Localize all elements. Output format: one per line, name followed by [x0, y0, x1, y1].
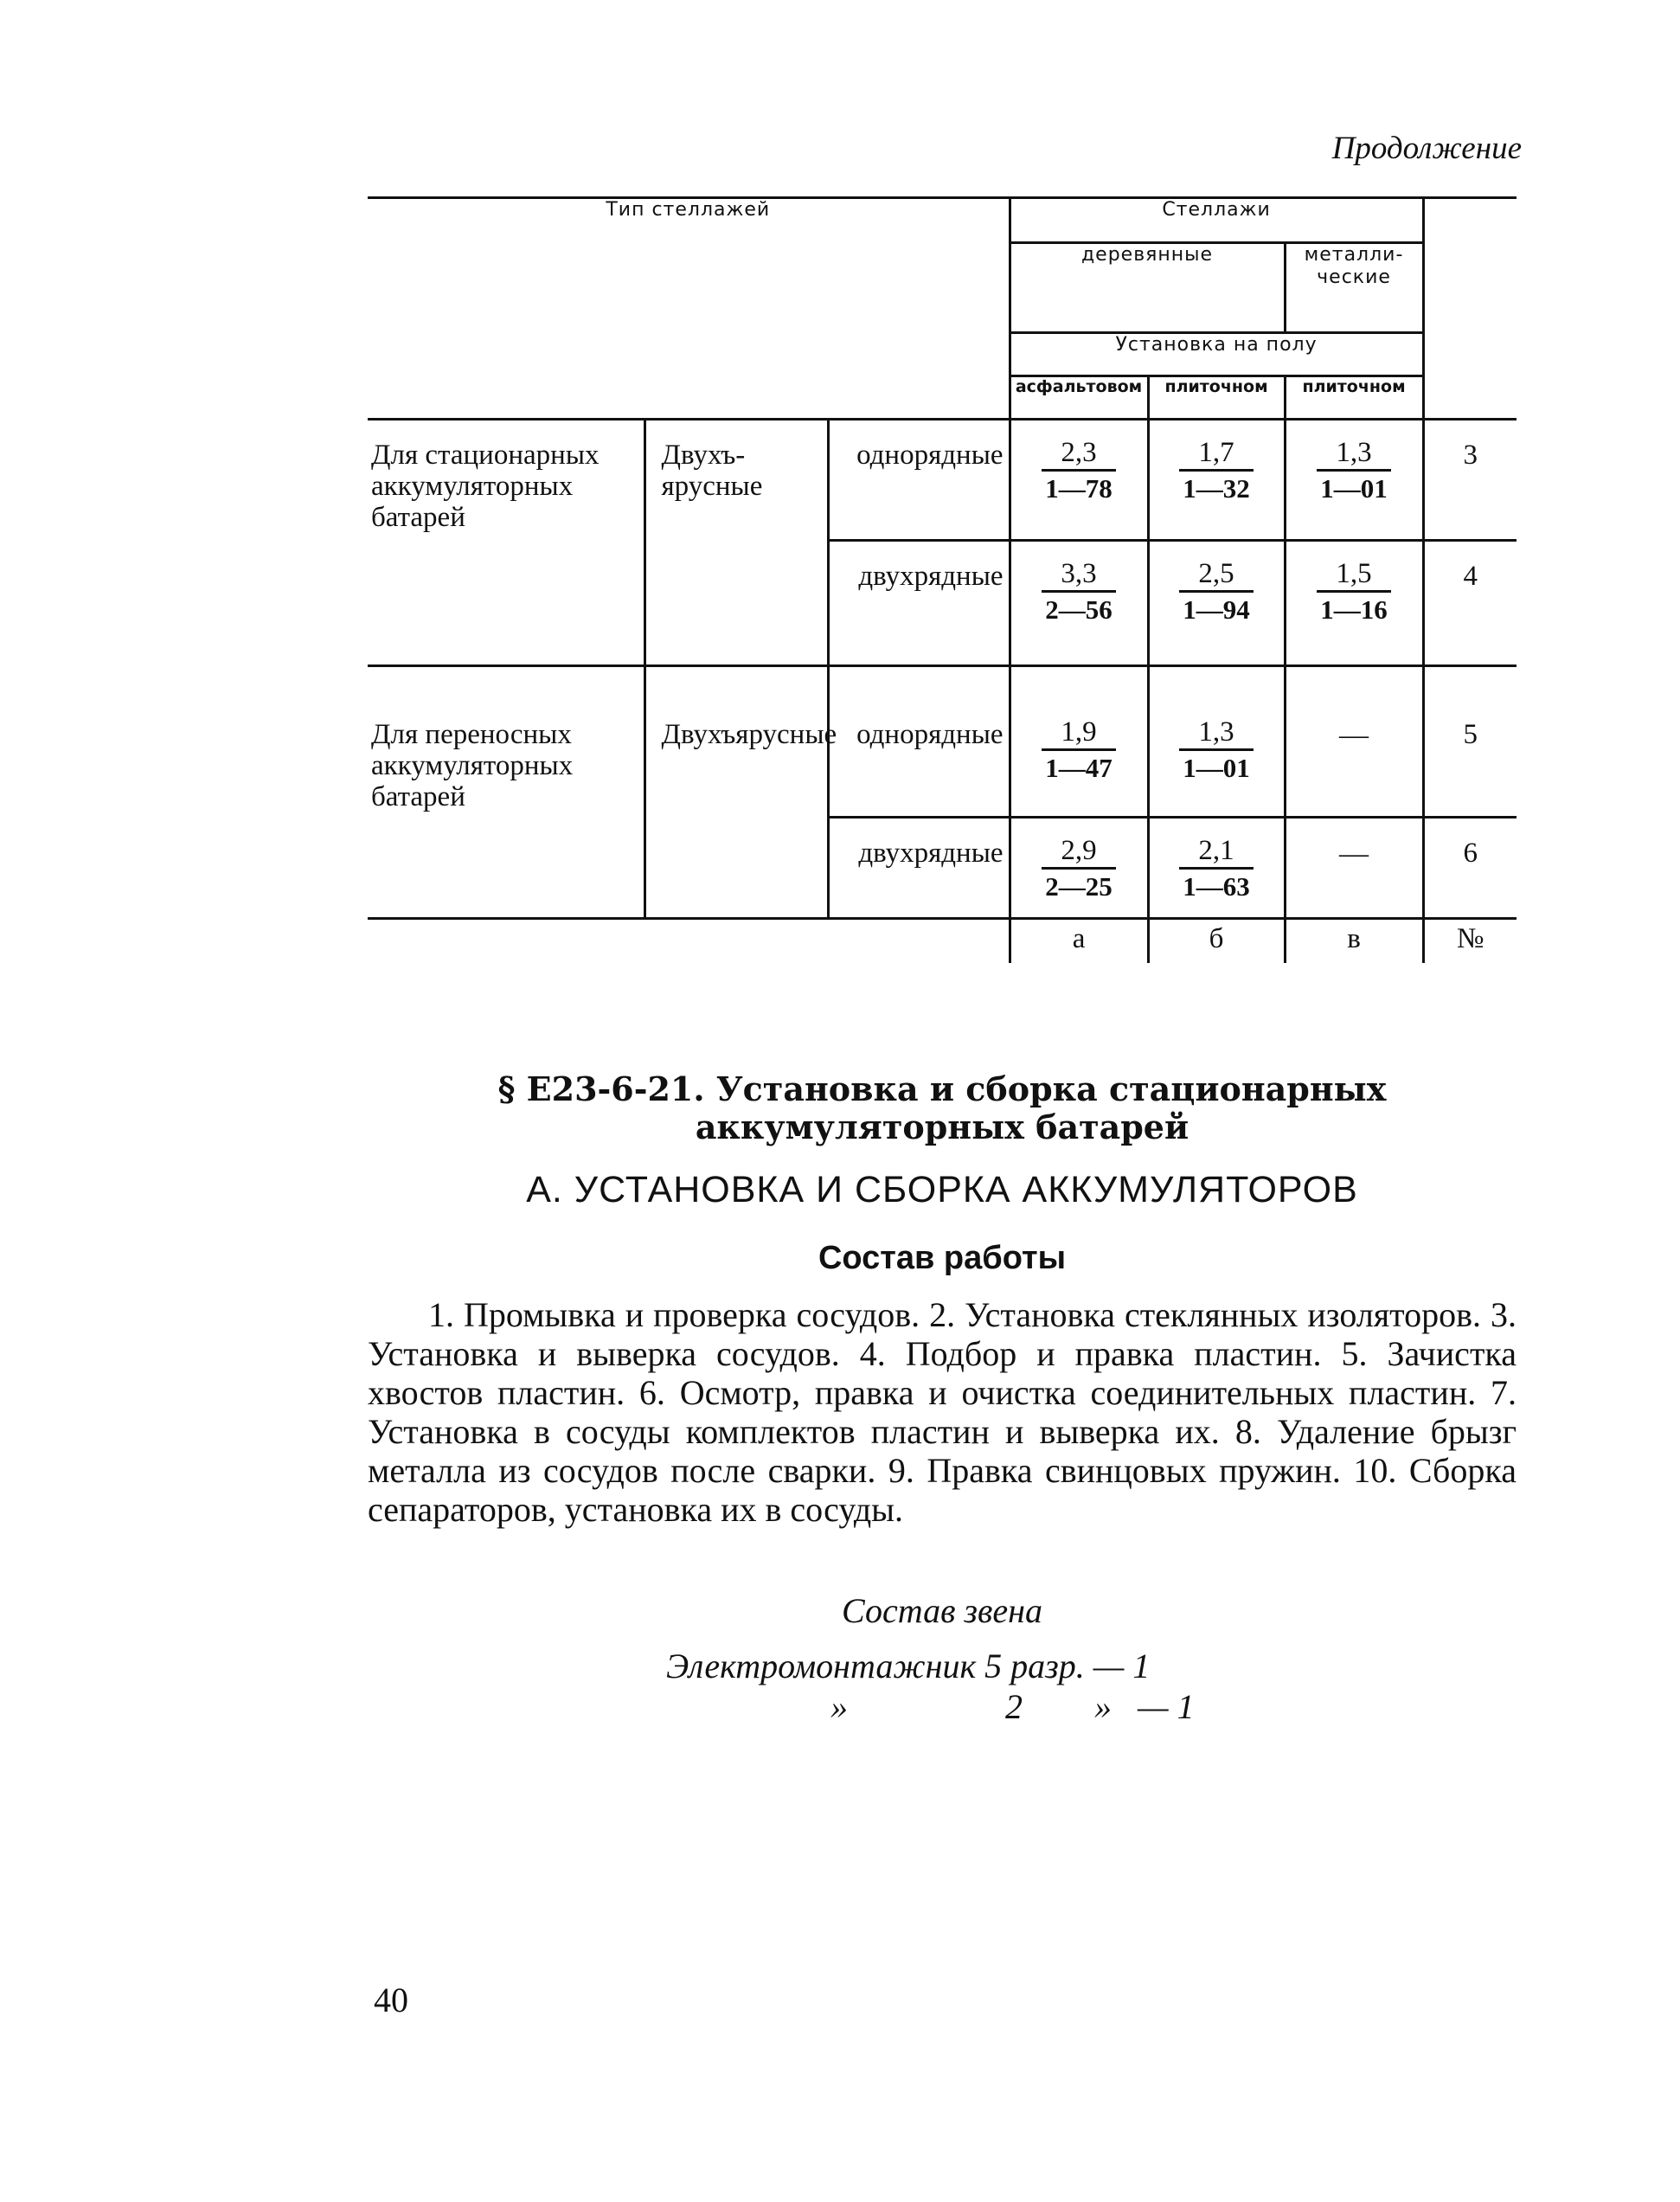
kind-label: Двухъ- ярусные: [644, 420, 828, 666]
value-cell: 2,9 2—25: [1010, 818, 1148, 919]
crew-line-1: Электромонтажник 5 разр. — 1: [666, 1647, 1151, 1685]
work-composition-text: 1. Промывка и проверка сосудов. 2. Установка стеклянных изоляторов. 3. Установка и выверка сосудов. 4. Подбор и правка пластин. 5. Зачистка хвостов пластин. 6. Осмотр, правка и очистка соединительных пластин. 7. Установка в сосуды комплектов пластин и выверка их. 8. Удаление брызг металла из сосудов после сварки. 9. Правка свинцовых пружин. 10. Сборка сепараторов, установка их в сосуды.: [368, 1295, 1516, 1529]
asphalt-header: асфальтовом: [1010, 376, 1148, 420]
column-index: б: [1148, 919, 1285, 964]
tile-header-a: плиточном: [1148, 376, 1285, 420]
group-label: Для переносных аккумуляторных батарей: [368, 666, 644, 919]
category-label: однорядные: [828, 420, 1010, 541]
page-number: 40: [374, 1981, 408, 2019]
column-index: а: [1010, 919, 1148, 964]
row-number: 3: [1423, 420, 1516, 541]
value-cell: 3,3 2—56: [1010, 541, 1148, 666]
column-index: в: [1285, 919, 1423, 964]
metal-header: металли- ческие: [1285, 243, 1423, 333]
column-index: №: [1457, 923, 1484, 954]
work-composition-heading: Состав работы: [818, 1240, 1067, 1276]
type-header: Тип стеллажей: [368, 198, 1010, 420]
crew-heading: Состав звена: [841, 1591, 1042, 1630]
group-label: Для стационарных аккумуляторных батарей: [368, 420, 644, 666]
category-label: двухрядные: [828, 818, 1010, 919]
row-number: 6: [1423, 818, 1516, 919]
value-cell: 1,7 1—32: [1148, 420, 1285, 541]
tile-header-b: плиточном: [1285, 376, 1423, 420]
value-cell: 1,9 1—47: [1010, 666, 1148, 818]
row-number: 4: [1423, 541, 1516, 666]
value-cell: —: [1285, 666, 1423, 818]
norms-table: [368, 196, 1516, 963]
value-cell: 1,3 1—01: [1285, 420, 1423, 541]
row-number: 5: [1423, 666, 1516, 818]
table-row: [368, 666, 1516, 818]
value-cell: 2,3 1—78: [1010, 420, 1148, 541]
category-label: двухрядные: [828, 541, 1010, 666]
column-index-row: [368, 919, 1516, 964]
kind-label: Двухъярусные: [644, 666, 828, 919]
value-cell: 2,5 1—94: [1148, 541, 1285, 666]
section-title: § Е23-6-21. Установка и сборка стационарных аккумуляторных батарей: [497, 1069, 1387, 1146]
value-cell: 1,3 1—01: [1148, 666, 1285, 818]
value-cell: —: [1285, 818, 1423, 919]
floor-install-header: Установка на полу: [1010, 333, 1423, 376]
wooden-header: деревянные: [1010, 243, 1285, 333]
racks-header: Стеллажи: [1010, 198, 1423, 243]
value-cell: 2,1 1—63: [1148, 818, 1285, 919]
continued-label: Продолжение: [1331, 131, 1522, 166]
category-label: однорядные: [828, 666, 1010, 818]
value-cell: 1,5 1—16: [1285, 541, 1423, 666]
table-row: [368, 420, 1516, 541]
subsection-heading: А. УСТАНОВКА И СБОРКА АККУМУЛЯТОРОВ: [526, 1169, 1358, 1210]
